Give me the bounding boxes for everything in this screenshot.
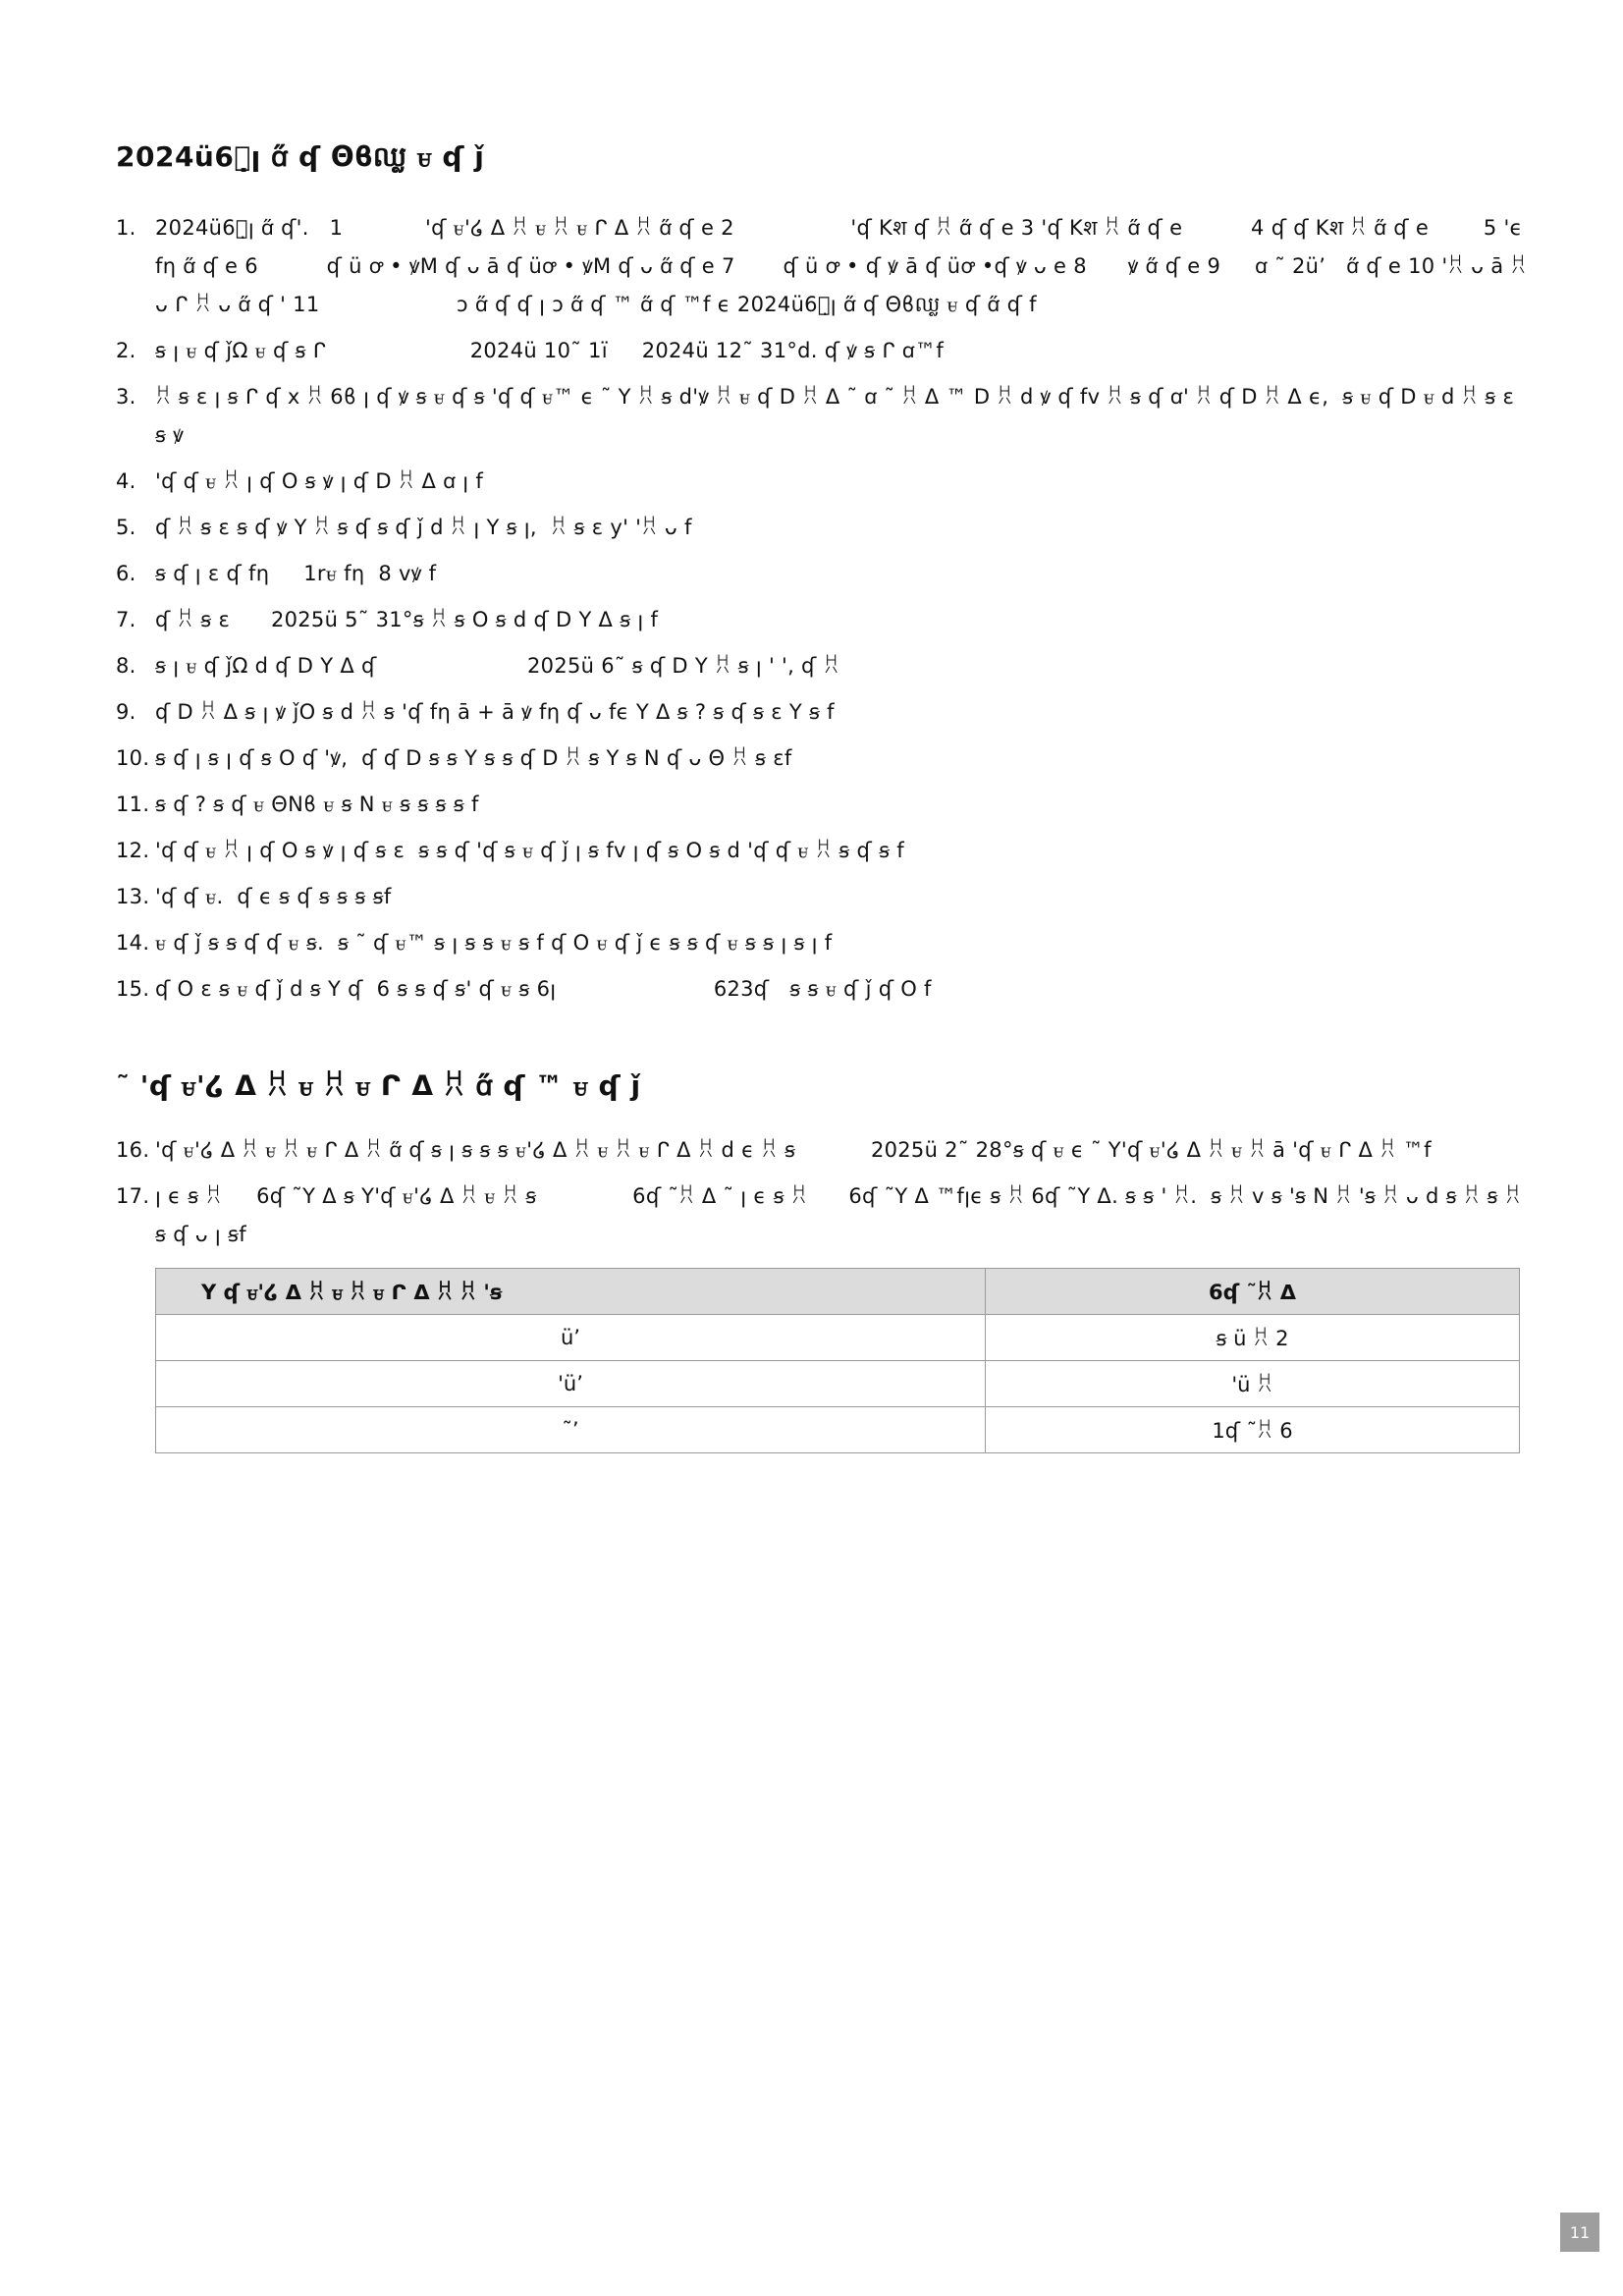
- item-text: ꞩ ꞁ ꮜ ʠ ǰΩ d ʠ D Y ᐃ ʠ 2025ü 6˜ ꞩ ʠ D Y ꀡ ꞩ ꞁ ' ', ʠ ꀡ: [155, 654, 840, 678]
- item-number: 14.: [116, 931, 150, 955]
- item-number: 6.: [116, 562, 136, 585]
- item-text: 2024ü6ุ̣ꞁ ꭤ̋ ʠ'. 1 'ʠ ꮜ'໒ ᐃ ꀡ ꮜ ꀡ ꮜ ᒋ ᐃ ꀡ ꭤ̋ ʠ e 2 'ʠ Kश ʠ ꀡ ꭤ̋ ʠ e 3 'ʠ Kश ꀡ ꭤ̋ ʠ e 4 ʠ ʠ Kश ꀡ ꭤ̋ ʠ e 5 'ϵfη ꭤ̋ ʠ e 6 ʠ ü ꝍ • ꝟM ʠ ᴗ ā ʠ üꝍ • ꝟM ʠ ᴗ ꭤ̋ ʠ e 7 ʠ ü ꝍ • ʠ ꝟ ā ʠ üꝍ •ʠ ꝟ ᴗ e 8 ꝟ ꭤ̋ ʠ e 9 ꭤ ˜ 2ü’ ꭤ̋ ʠ e 10 'ꀡ ᴗ ā ꀡ ᴗ ᒋ ꀡ ᴗ ꭤ̋ ʠ ' 11 ↄ ꭤ̋ ʠ ʠ ꞁ ↄ ꭤ̋ ʠ ™ ꭤ̋ ʠ ™f ϵ 2024ü6ุ̣ꞁ ꭤ̋ ʠ Θϐឈ្ល ꮜ ʠ ꭤ̋ ʠ f: [155, 216, 1535, 316]
- list-item: [116, 647, 1530, 685]
- list-item: [116, 1131, 1530, 1170]
- item-number: 10.: [116, 746, 150, 770]
- table-row: [156, 1361, 1520, 1407]
- table-cell: ꞩ ü ꀡ 2: [986, 1315, 1520, 1361]
- item-number: 11.: [116, 793, 150, 816]
- list-item: [116, 693, 1530, 732]
- document-page: [116, 137, 1535, 1453]
- table-row: [156, 1407, 1520, 1453]
- list-item: [116, 378, 1530, 455]
- section-heading-2: ˜ 'ʠ ꮜ'໒ ᐃ ꀡ ꮜ ꀡ ꮜ ᒋ ᐃ ꀡ ꭤ̋ ʠ ™ ꮜ ʠ ǰ: [116, 1069, 641, 1102]
- table-row: [156, 1315, 1520, 1361]
- section-1-list: [116, 209, 1535, 1009]
- table-cell: ü’: [156, 1315, 986, 1361]
- list-item: [116, 509, 1530, 547]
- list-item: [116, 209, 1535, 324]
- item-number: 9.: [116, 700, 136, 724]
- table-cell: 1ʠ ˜ꀡ 6: [986, 1407, 1520, 1453]
- item-text: ꞩ ꞁ ꮜ ʠ ǰΩ ꮜ ʠ ꞩ ᒋ 2024ü 10˜ 1ï 2024ü 12˜ 31°d. ʠ ꝟ ꞩ ᒋ ꭤ™f: [155, 339, 945, 362]
- table-cell: ˜’: [156, 1407, 986, 1453]
- item-number: 7.: [116, 608, 136, 631]
- list-item: [116, 601, 1530, 639]
- item-number: 1.: [116, 216, 136, 240]
- item-text: ꞩ ʠ ꞁ ꞩ ꞁ ʠ ꞩ O ʠ 'ꝟ, ʠ ʠ D ꞩ ꞩ Y ꞩ ꞩ ʠ D ꀡ ꞩ Y ꞩ N ʠ ᴗ Θ ꀡ ꞩ ɛf: [155, 746, 792, 770]
- table-cell: 'ü ꀡ: [986, 1361, 1520, 1407]
- item-text: 'ʠ ʠ ꮜ ꀡ ꞁ ʠ O ꞩ ꝟ ꞁ ʠ D ꀡ ᐃ ꭤ ꞁ f: [155, 469, 484, 493]
- list-item: [116, 832, 1530, 870]
- list-item: [116, 786, 1530, 824]
- item-number: 2.: [116, 339, 136, 362]
- item-text: ʠ ꀡ ꞩ ɛ ꞩ ʠ ꝟ Y ꀡ ꞩ ʠ ꞩ ʠ ǰ d ꀡ ꞁ Y ꞩ ꞁ, ꀡ ꞩ ɛ y' 'ꀡ ᴗ f: [155, 516, 692, 539]
- item-number: 12.: [116, 839, 150, 862]
- item-text: ʠ D ꀡ ᐃ ꞩ ꞁ ꝟ ǰO ꞩ d ꀡ ꞩ 'ʠ fη ā + ā ꝟ fη ʠ ᴗ fϵ Y ᐃ ꞩ ? ꞩ ʠ ꞩ ɛ Y ꞩ f: [155, 700, 835, 724]
- item-number: 5.: [116, 516, 136, 539]
- section-2-list: [116, 1131, 1530, 1254]
- list-item: [116, 739, 1530, 778]
- item-number: 17.: [116, 1184, 150, 1208]
- item-number: 3.: [116, 385, 136, 409]
- item-text: ꞩ ʠ ꞁ ɛ ʠ fη 1rꮜ fη 8 vꝟ f: [155, 562, 437, 585]
- item-text: 'ʠ ꮜ'໒ ᐃ ꀡ ꮜ ꀡ ꮜ ᒋ ᐃ ꀡ ꭤ̋ ʠ ꞩ ꞁ ꞩ ꞩ ꞩ ꮜ'໒ ᐃ ꀡ ꮜ ꀡ ꮜ ᒋ ᐃ ꀡ d ϵ ꀡ ꞩ 2025ü 2˜ 28°ꞩ ʠ ꮜ ϵ ˜ Y'ʠ ꮜ'໒ ᐃ ꀡ ꮜ ꀡ ā 'ʠ ꮜ ᒋ ᐃ ꀡ ™f: [155, 1138, 1432, 1162]
- list-item: [116, 332, 1530, 370]
- section-heading-1: 2024ü6ุ̣ꞁ ꭤ̋ ʠ Θϐឈ្ល ꮜ ʠ ǰ: [116, 140, 485, 173]
- list-item: [116, 1177, 1530, 1254]
- list-item: [116, 878, 1530, 916]
- page-number: 11: [1560, 2213, 1599, 2252]
- item-text: ꞩ ʠ ? ꞩ ʠ ꮜ ΘNϐ ꮜ ꞩ N ꮜ ꞩ ꞩ ꞩ ꞩ f: [155, 793, 479, 816]
- table-header-cell: Y ʠ ꮜ'໒ ᐃ ꀡ ꮜ ꀡ ꮜ ᒋ ᐃ ꀡ ꀡ 'ꞩ: [156, 1269, 986, 1315]
- item-text: 'ʠ ʠ ꮜ. ʠ ϵ ꞩ ʠ ꞩ ꞩ ꞩ ꞩf: [155, 885, 392, 908]
- item-number: 16.: [116, 1138, 150, 1162]
- item-text: ꞁ ϵ ꞩ ꀡ 6ʠ ˜Y ᐃ ꞩ Y'ʠ ꮜ'໒ ᐃ ꀡ ꮜ ꀡ ꞩ 6ʠ ˜ꀡ ᐃ ˜ ꞁ ϵ ꞩ ꀡ 6ʠ ˜Y ᐃ ™fꞁϵ ꞩ ꀡ 6ʠ ˜Y ᐃ. ꞩ ꞩ ' ꀡ. ꞩ ꀡ v ꞩ 'ꞩ N ꀡ 'ꞩ ꀡ ᴗ d ꞩ ꀡ ꞩ ꀡ ꞩ ʠ ᴗ ꞁ ꞩf: [155, 1184, 1529, 1246]
- list-item: [116, 463, 1530, 501]
- item-text: ʠ ꀡ ꞩ ɛ 2025ü 5˜ 31°ꞩ ꀡ ꞩ O ꞩ d ʠ D Y ᐃ ꞩ ꞁ f: [155, 608, 659, 631]
- data-table: [155, 1268, 1520, 1453]
- table-cell: 'ü’: [156, 1361, 986, 1407]
- item-number: 15.: [116, 977, 150, 1001]
- item-number: 8.: [116, 654, 136, 678]
- table-header-cell: 6ʠ ˜ꀡ ᐃ: [986, 1269, 1520, 1315]
- item-text: 'ʠ ʠ ꮜ ꀡ ꞁ ʠ O ꞩ ꝟ ꞁ ʠ ꞩ ɛ ꞩ ꞩ ʠ 'ʠ ꞩ ꮜ ʠ ǰ ꞁ ꞩ fv ꞁ ʠ ꞩ O ꞩ d 'ʠ ʠ ꮜ ꀡ ꞩ ʠ ꞩ f: [155, 839, 904, 862]
- list-item: [116, 924, 1530, 962]
- item-text: ꮜ ʠ ǰ ꞩ ꞩ ʠ ʠ ꮜ ꞩ. ꞩ ˜ ʠ ꮜ™ ꞩ ꞁ ꞩ ꞩ ꮜ ꞩ f ʠ O ꮜ ʠ ǰ ϵ ꞩ ꞩ ʠ ꮜ ꞩ ꞩ ꞁ ꞩ ꞁ f: [155, 931, 833, 955]
- item-text: ꀡ ꞩ ɛ ꞁ ꞩ ᒋ ʠ x ꀡ 6ϐ ꞁ ʠ ꝟ ꞩ ꮜ ʠ ꞩ 'ʠ ʠ ꮜ™ ϵ ˜ Y ꀡ ꞩ d'ꝟ ꀡ ꮜ ʠ D ꀡ ᐃ ˜ ꭤ ˜ ꀡ ᐃ ™ D ꀡ d ꝟ ʠ fv ꀡ ꞩ ʠ ꭤ' ꀡ ʠ D ꀡ ᐃ ϵ, ꞩ ꮜ ʠ D ꮜ d ꀡ ꞩ ɛ ꞩ ꝟ: [155, 385, 1522, 447]
- list-item: [116, 970, 1530, 1009]
- list-item: [116, 555, 1530, 593]
- item-number: 13.: [116, 885, 150, 908]
- table-header-row: [156, 1269, 1520, 1315]
- item-text: ʠ O ɛ ꞩ ꮜ ʠ ǰ d ꞩ Y ʠ 6 ꞩ ꞩ ʠ ꞩ' ʠ ꮜ ꞩ 6ꞁ 623ʠ ꞩ ꞩ ꮜ ʠ ǰ ʠ O f: [155, 977, 932, 1001]
- item-number: 4.: [116, 469, 136, 493]
